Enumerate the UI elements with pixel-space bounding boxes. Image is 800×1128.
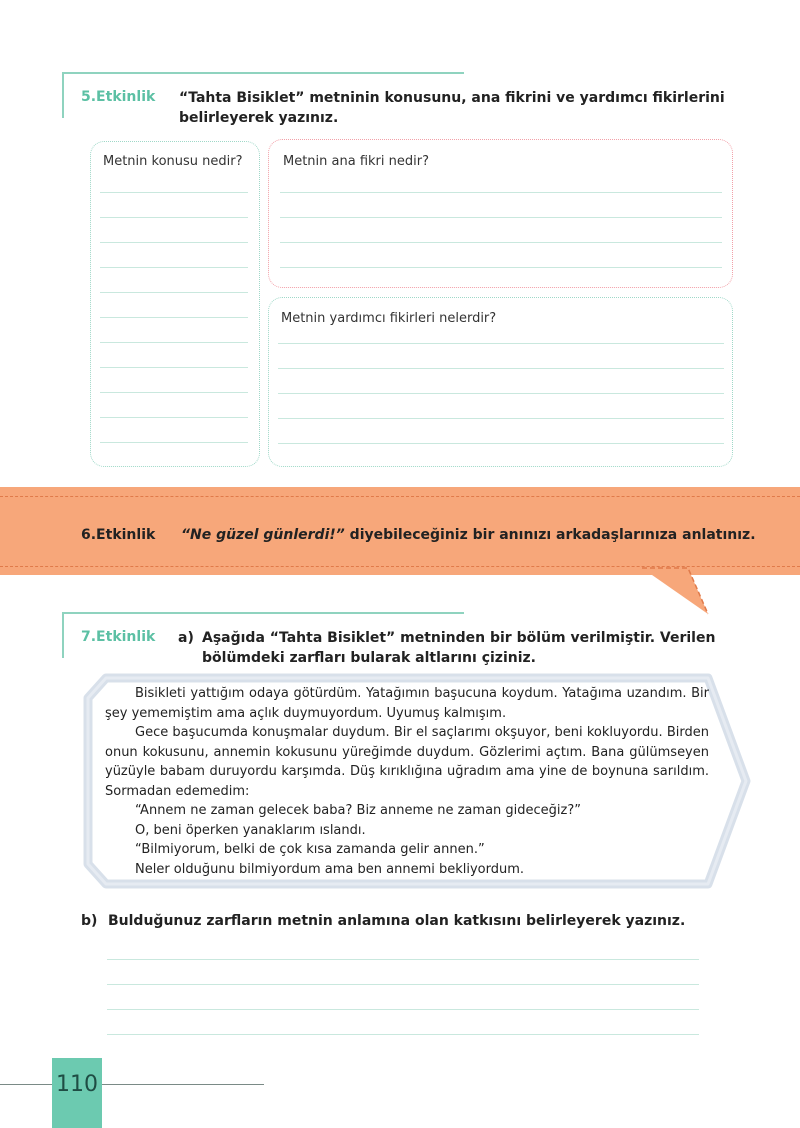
activity5-label: 5.Etkinlik [81,89,156,105]
speech-tail-icon [620,560,720,616]
passage-paragraph-5: “Bilmiyorum, belki de çok kısa zamanda gelir annen.” [135,842,485,857]
passage-paragraph-2: Gece başucumda konuşmalar duydum. Bir el saçlarımı okşuyor, beni kokluyordu. Birden onun kokusunu, annemin kokusunu yüreğimde duydum. Gözlerimi açtım. Bana gülümseyen yüzüyle babam duruyordu karşımda. Düş kırıklığına uğradım ama yine de boynuna sarıldım. Sormadan edemedim: [105,725,709,799]
activity6-instruction-text: diyebileceğiniz bir anınızı arkadaşlarınıza anlatınız. [344,527,756,543]
topic-question: Metnin konusu nedir? [103,154,243,169]
page-number: 110 [56,1072,98,1097]
passage-paragraph-4: O, beni öperken yanaklarım ıslandı. [135,822,366,838]
supporting-ideas-question: Metnin yardımcı fikirleri nelerdir? [281,311,497,326]
activity5-instruction-line1: “Tahta Bisiklet” metninin konusunu, ana fikrini ve yardımcı fikirlerini [179,90,725,106]
main-idea-question: Metnin ana fikri nedir? [283,154,429,169]
band-dash-top [0,496,800,497]
activity6-label: 6.Etkinlik [81,527,156,543]
activity7-part-b-marker: b) [81,913,98,929]
passage-paragraph-3: “Annem ne zaman gelecek baba? Biz anneme ne zaman gideceğiz?” [135,803,581,818]
topic-answer-box[interactable] [90,141,260,467]
activity7-part-a-marker: a) [178,630,194,646]
main-idea-answer-box[interactable] [268,139,733,288]
activity6-quote: “Ne güzel günlerdi!” [181,527,345,543]
passage-paragraph-1: Bisikleti yattığım odaya götürdüm. Yatağımın başucuna koydum. Yatağıma uzandım. Bir şey yememiştim ama açlık duymuyordum. Uyumuş kalmışım. [105,686,709,721]
footer-line [0,1084,264,1085]
activity7-label: 7.Etkinlik [81,629,156,645]
activity7-part-a-line2: bölümdeki zarfları bularak altlarını çiziniz. [202,650,536,666]
passage-text [105,684,709,879]
supporting-ideas-answer-box[interactable] [268,297,733,467]
passage-paragraph-6: Neler olduğunu bilmiyordum ama ben annemi bekliyordum. [135,861,525,877]
activity7-part-a-line1: Aşağıda “Tahta Bisiklet” metninden bir bölüm verilmiştir. Verilen [202,630,716,646]
activity6-instruction [181,527,756,543]
activity5-instruction-line2: belirleyerek yazınız. [179,110,339,126]
activity7-part-b: Bulduğunuz zarfların metnin anlamına olan katkısını belirleyerek yazınız. [108,913,686,929]
